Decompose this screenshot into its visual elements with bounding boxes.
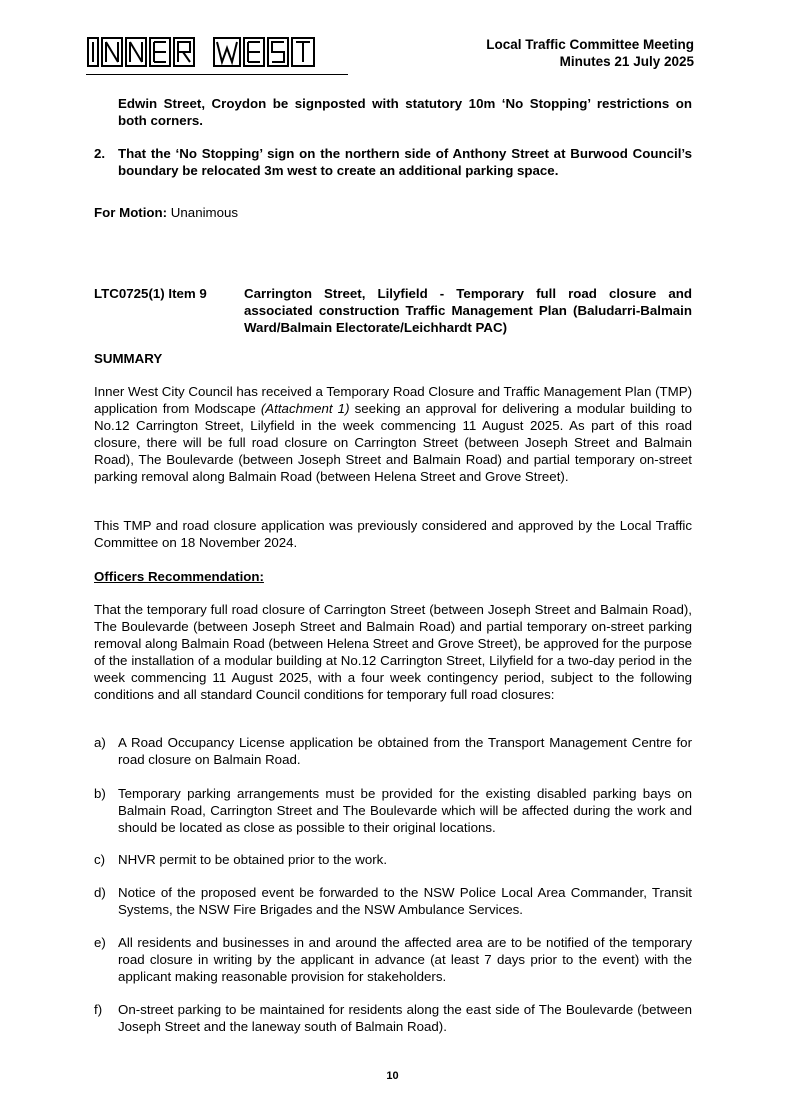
meeting-info	[486, 36, 694, 70]
officers-recommendation-heading: Officers Recommendation:	[94, 569, 264, 584]
summary-heading: SUMMARY	[94, 351, 163, 366]
condition-item	[94, 734, 692, 768]
header-rule	[86, 74, 348, 75]
resolution-number: 2.	[94, 146, 106, 161]
condition-item	[94, 851, 692, 868]
condition-label: f)	[94, 1002, 103, 1017]
condition-item	[94, 785, 692, 836]
condition-label: e)	[94, 935, 106, 950]
attachment-reference: (Attachment 1)	[260, 401, 350, 416]
summary-text-end: seeking an approval for delivering a modular building to No.12 Carrington Street, Lilyfield in the week commencing 11 August 2025. As part of this road closure, there will be full road closure on Carrington Street (between Joseph Street and Balmain Road), The Boulevarde (between Joseph Street and Balmain Road) and partial temporary on-street parking removal along Balmain Road (between Helena Street and Grove Street).	[94, 401, 693, 484]
motion-line	[94, 204, 692, 221]
condition-text: Notice of the proposed event be forwarded to the NSW Police Local Area Commander, Transit Systems, the NSW Fire Brigades and the NSW Ambulance Services.	[118, 885, 692, 917]
condition-label: c)	[94, 852, 106, 867]
motion-label: For Motion:	[94, 205, 168, 220]
page-header	[86, 32, 694, 76]
summary-text-start: Inner West City Council has received a Temporary Road Closure and Traffic Management Plan (TMP) application from Modscape	[94, 384, 692, 416]
condition-label: b)	[94, 786, 106, 801]
item-heading	[94, 285, 692, 336]
meeting-title: Local Traffic Committee Meeting	[486, 37, 694, 52]
condition-text: A Road Occupancy License application be obtained from the Transport Management Centre for road closure on Balmain Road.	[118, 735, 692, 767]
item-title: Carrington Street, Lilyfield - Temporary full road closure and associated construction Traffic Management Plan (Baludarri-Balmain Ward/Balmain Electorate/Leichhardt PAC)	[244, 286, 692, 335]
page-number: 10	[386, 1070, 399, 1082]
meeting-date: Minutes 21 July 2025	[559, 54, 694, 69]
condition-text: All residents and businesses in and around the affected area are to be notified of the temporary road closure in writing by the applicant in advance (at least 7 days prior to the event) with the applicant making reasonable provision for stakeholders.	[118, 935, 692, 984]
condition-item	[94, 1001, 692, 1035]
officers-recommendation-paragraph: That the temporary full road closure of Carrington Street (between Joseph Street and Balmain Road), The Boulevarde (between Joseph Street and Balmain Road) and partial temporary on-street parking removal along Balmain Road (between Helena Street and Grove Street), be approved for the purpose of the installation of a modular building at No.12 Carrington Street, Lilyfield for a two-day period in the week commencing 11 August 2025, with a four week contingency period, subject to the following conditions and all standard Council conditions for temporary full road closures:	[94, 602, 692, 702]
condition-label: d)	[94, 885, 106, 900]
continued-resolution-text: Edwin Street, Croydon be signposted with statutory 10m ‘No Stopping’ restrictions on both corners.	[118, 96, 692, 128]
resolution-item	[94, 145, 692, 179]
condition-item	[94, 884, 692, 918]
condition-text: On-street parking to be maintained for residents along the east side of The Boulevarde (between Joseph Street and the laneway south of Balmain Road).	[118, 1002, 692, 1034]
summary-paragraph	[94, 383, 692, 485]
motion-value: Unanimous	[167, 205, 239, 220]
inner-west-logo	[86, 34, 338, 70]
condition-text: Temporary parking arrangements must be provided for the existing disabled parking bays on Balmain Road, Carrington Street and The Boulevarde which will be affected during the work and should be located as close as possible to their original locations.	[118, 786, 692, 835]
resolution-text: That the ‘No Stopping’ sign on the northern side of Anthony Street at Burwood Council’s boundary be relocated 3m west to create an additional parking space.	[118, 146, 692, 178]
condition-item	[94, 934, 692, 985]
condition-label: a)	[94, 735, 106, 750]
condition-text: NHVR permit to be obtained prior to the work.	[118, 852, 388, 867]
previous-approval-paragraph: This TMP and road closure application was previously considered and approved by the Local Traffic Committee on 18 November 2024.	[94, 518, 692, 550]
item-reference: LTC0725(1) Item 9	[94, 286, 207, 301]
